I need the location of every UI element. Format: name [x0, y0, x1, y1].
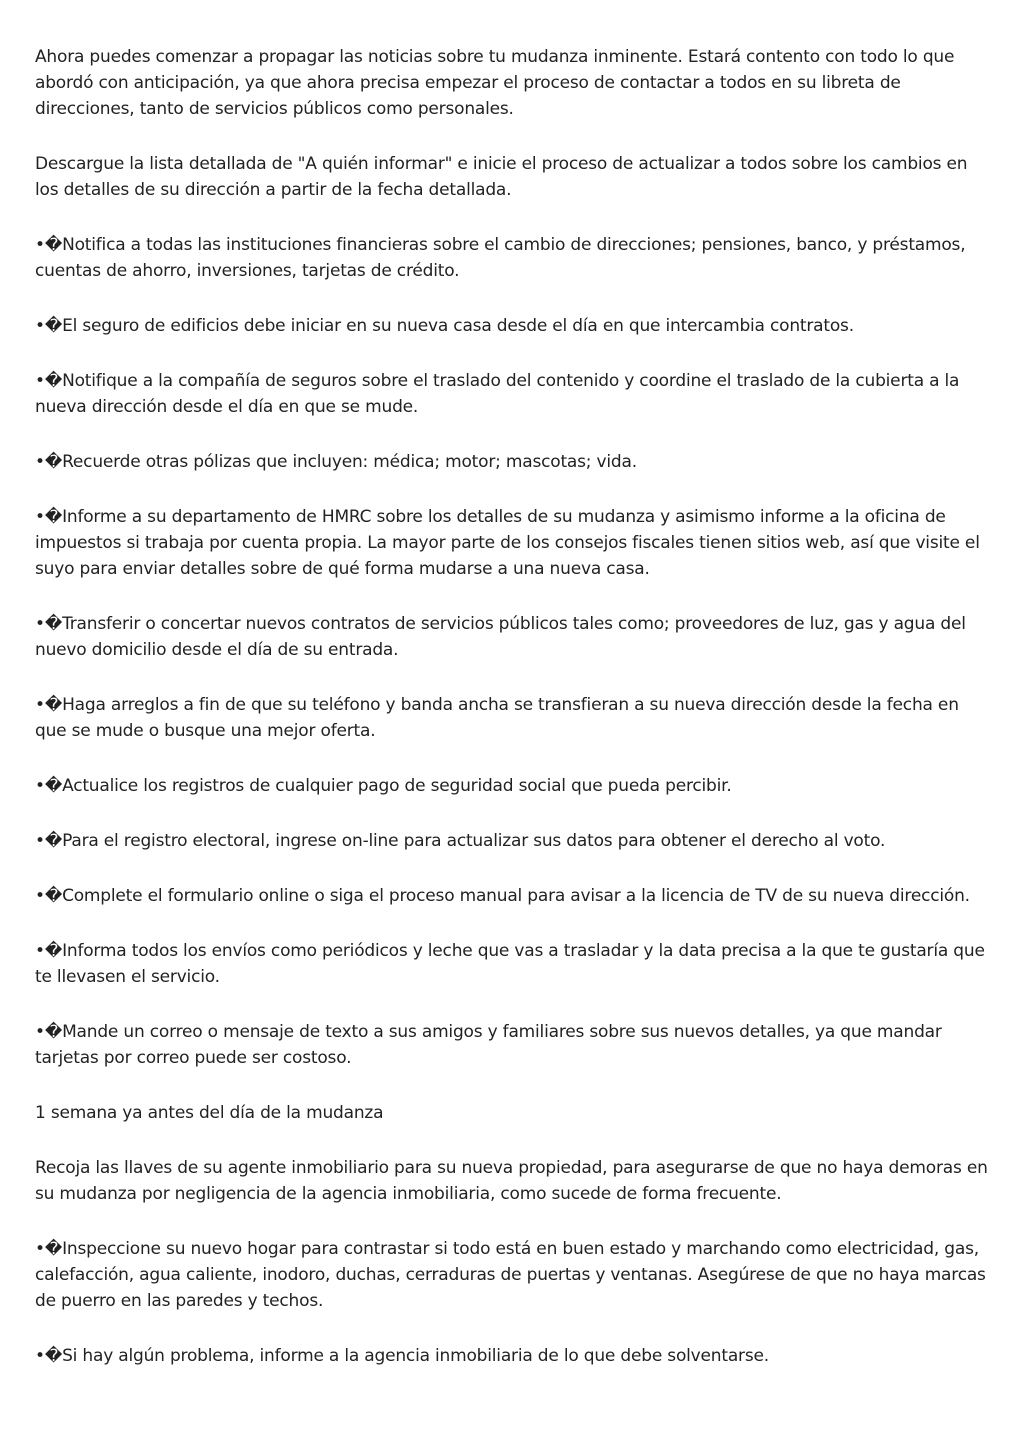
bullet-text: los registros de cualquier pago de seguridad social que pueda percibir.	[143, 776, 732, 796]
section-heading-one-week: 1 semana ya antes del día de la mudanza	[35, 1103, 384, 1123]
bullet-icon: •�	[35, 776, 63, 796]
bullet-icon: •�	[35, 1022, 63, 1042]
bullet-lead: Recuerde	[62, 452, 141, 472]
bullet-lead: Informa	[62, 941, 127, 961]
bullet-item-tv-licence	[35, 883, 990, 909]
bullet-icon: •�	[35, 614, 63, 634]
intro-paragraph: Ahora puedes comenzar a propagar las noticias sobre tu mudanza inminente. Estará contento con todo lo que abordó con anticipación, ya que ahora precisa empezar el proceso de contactar a todos en su libreta de direcciones, tanto de servicios públicos como personales.	[35, 47, 955, 119]
bullet-text: seguro de edificios debe iniciar en su nueva casa desde el día en que intercambia contratos.	[82, 316, 854, 336]
bullet-lead: Actualice	[62, 776, 139, 796]
bullet-item-hmrc	[35, 504, 990, 582]
bullet-item-social-security	[35, 773, 990, 799]
bullet-item-report-problem	[35, 1343, 990, 1369]
bullet-lead: Inspeccione	[62, 1239, 161, 1259]
download-list-paragraph: Descargue la lista detallada de "A quién informar" e inicie el proceso de actualizar a todos sobre los cambios en los detalles de su dirección a partir de la fecha detallada.	[35, 154, 968, 200]
bullet-icon: •�	[35, 695, 63, 715]
bullet-icon: •�	[35, 831, 63, 851]
bullet-item-building-insurance	[35, 313, 990, 339]
bullet-icon: •�	[35, 1239, 63, 1259]
bullet-text: a la compañía de seguros sobre el traslado del contenido y coordine el traslado de la cubierta a la nueva dirección desde el día en que se mude.	[35, 371, 960, 417]
bullet-lead: Si	[62, 1346, 78, 1366]
bullet-text: a su departamento de HMRC sobre los detalles de su mudanza y asimismo informe a la oficina de impuestos si trabaja por cuenta propia. La mayor parte de los consejos fiscales tienen sitios web, así que visite el suyo para enviar detalles sobre de qué forma mudarse a una nueva casa.	[35, 507, 980, 579]
bullet-item-deliveries	[35, 938, 990, 990]
bullet-item-contents-insurance	[35, 368, 990, 420]
bullet-lead: Notifica	[62, 235, 126, 255]
bullet-text: otras pólizas que incluyen: médica; motor; mascotas; vida.	[145, 452, 637, 472]
bullet-text: todos los envíos como periódicos y leche que vas a trasladar y la data precisa a la que te gustaría que te llevasen el servicio.	[35, 941, 985, 987]
bullet-text: el formulario online o siga el proceso manual para avisar a la licencia de TV de su nueva dirección.	[147, 886, 970, 906]
bullet-text: o concertar nuevos contratos de servicios públicos tales como; proveedores de luz, gas y agua del nuevo domicilio desde el día de su entrada.	[35, 614, 966, 660]
bullet-lead: Haga	[62, 695, 106, 715]
bullet-lead: Transferir	[62, 614, 141, 634]
bullet-icon: •�	[35, 886, 63, 906]
bullet-lead: Informe	[62, 507, 127, 527]
bullet-icon: •�	[35, 371, 63, 391]
document-body	[35, 44, 990, 1398]
bullet-text: su nuevo hogar para contrastar si todo está en buen estado y marchando como electricidad, gas, calefacción, agua caliente, inodoro, duchas, cerraduras de puertas y ventanas. Asegúrese de que no haya marcas de puerro en las paredes y techos.	[35, 1239, 986, 1311]
bullet-text: el registro electoral, ingrese on-line para actualizar sus datos para obtener el derecho al voto.	[103, 831, 886, 851]
bullet-lead: Mande	[62, 1022, 119, 1042]
bullet-icon: •�	[35, 1346, 63, 1366]
bullet-item-other-policies	[35, 449, 990, 475]
bullet-icon: •�	[35, 316, 63, 336]
bullet-lead: Para	[62, 831, 99, 851]
bullet-lead: Notifique	[62, 371, 138, 391]
bullet-text: un correo o mensaje de texto a sus amigos y familiares sobre sus nuevos detalles, ya que mandar tarjetas por correo puede ser costoso.	[35, 1022, 942, 1068]
bullet-lead: El	[62, 316, 78, 336]
bullet-text: arreglos a fin de que su teléfono y banda ancha se transfieran a su nueva dirección desde la fecha en que se mude o busque una mejor oferta.	[35, 695, 959, 741]
bullet-icon: •�	[35, 941, 63, 961]
bullet-item-financial	[35, 232, 990, 284]
bullet-icon: •�	[35, 507, 63, 527]
collect-keys-paragraph: Recoja las llaves de su agente inmobiliario para su nueva propiedad, para asegurarse de que no haya demoras en su mudanza por negligencia de la agencia inmobiliaria, como sucede de forma frecuente.	[35, 1158, 988, 1204]
bullet-item-phone-broadband	[35, 692, 990, 744]
bullet-icon: •�	[35, 452, 63, 472]
bullet-lead: Complete	[62, 886, 143, 906]
bullet-item-utilities	[35, 611, 990, 663]
bullet-item-inspect	[35, 1236, 990, 1314]
bullet-text: hay algún problema, informe a la agencia inmobiliaria de lo que debe solventarse.	[82, 1346, 769, 1366]
bullet-icon: •�	[35, 235, 63, 255]
bullet-item-notify-friends	[35, 1019, 990, 1071]
bullet-item-electoral	[35, 828, 990, 854]
bullet-text: a todas las instituciones financieras sobre el cambio de direcciones; pensiones, banco, y préstamos, cuentas de ahorro, inversiones, tarjetas de crédito.	[35, 235, 966, 281]
